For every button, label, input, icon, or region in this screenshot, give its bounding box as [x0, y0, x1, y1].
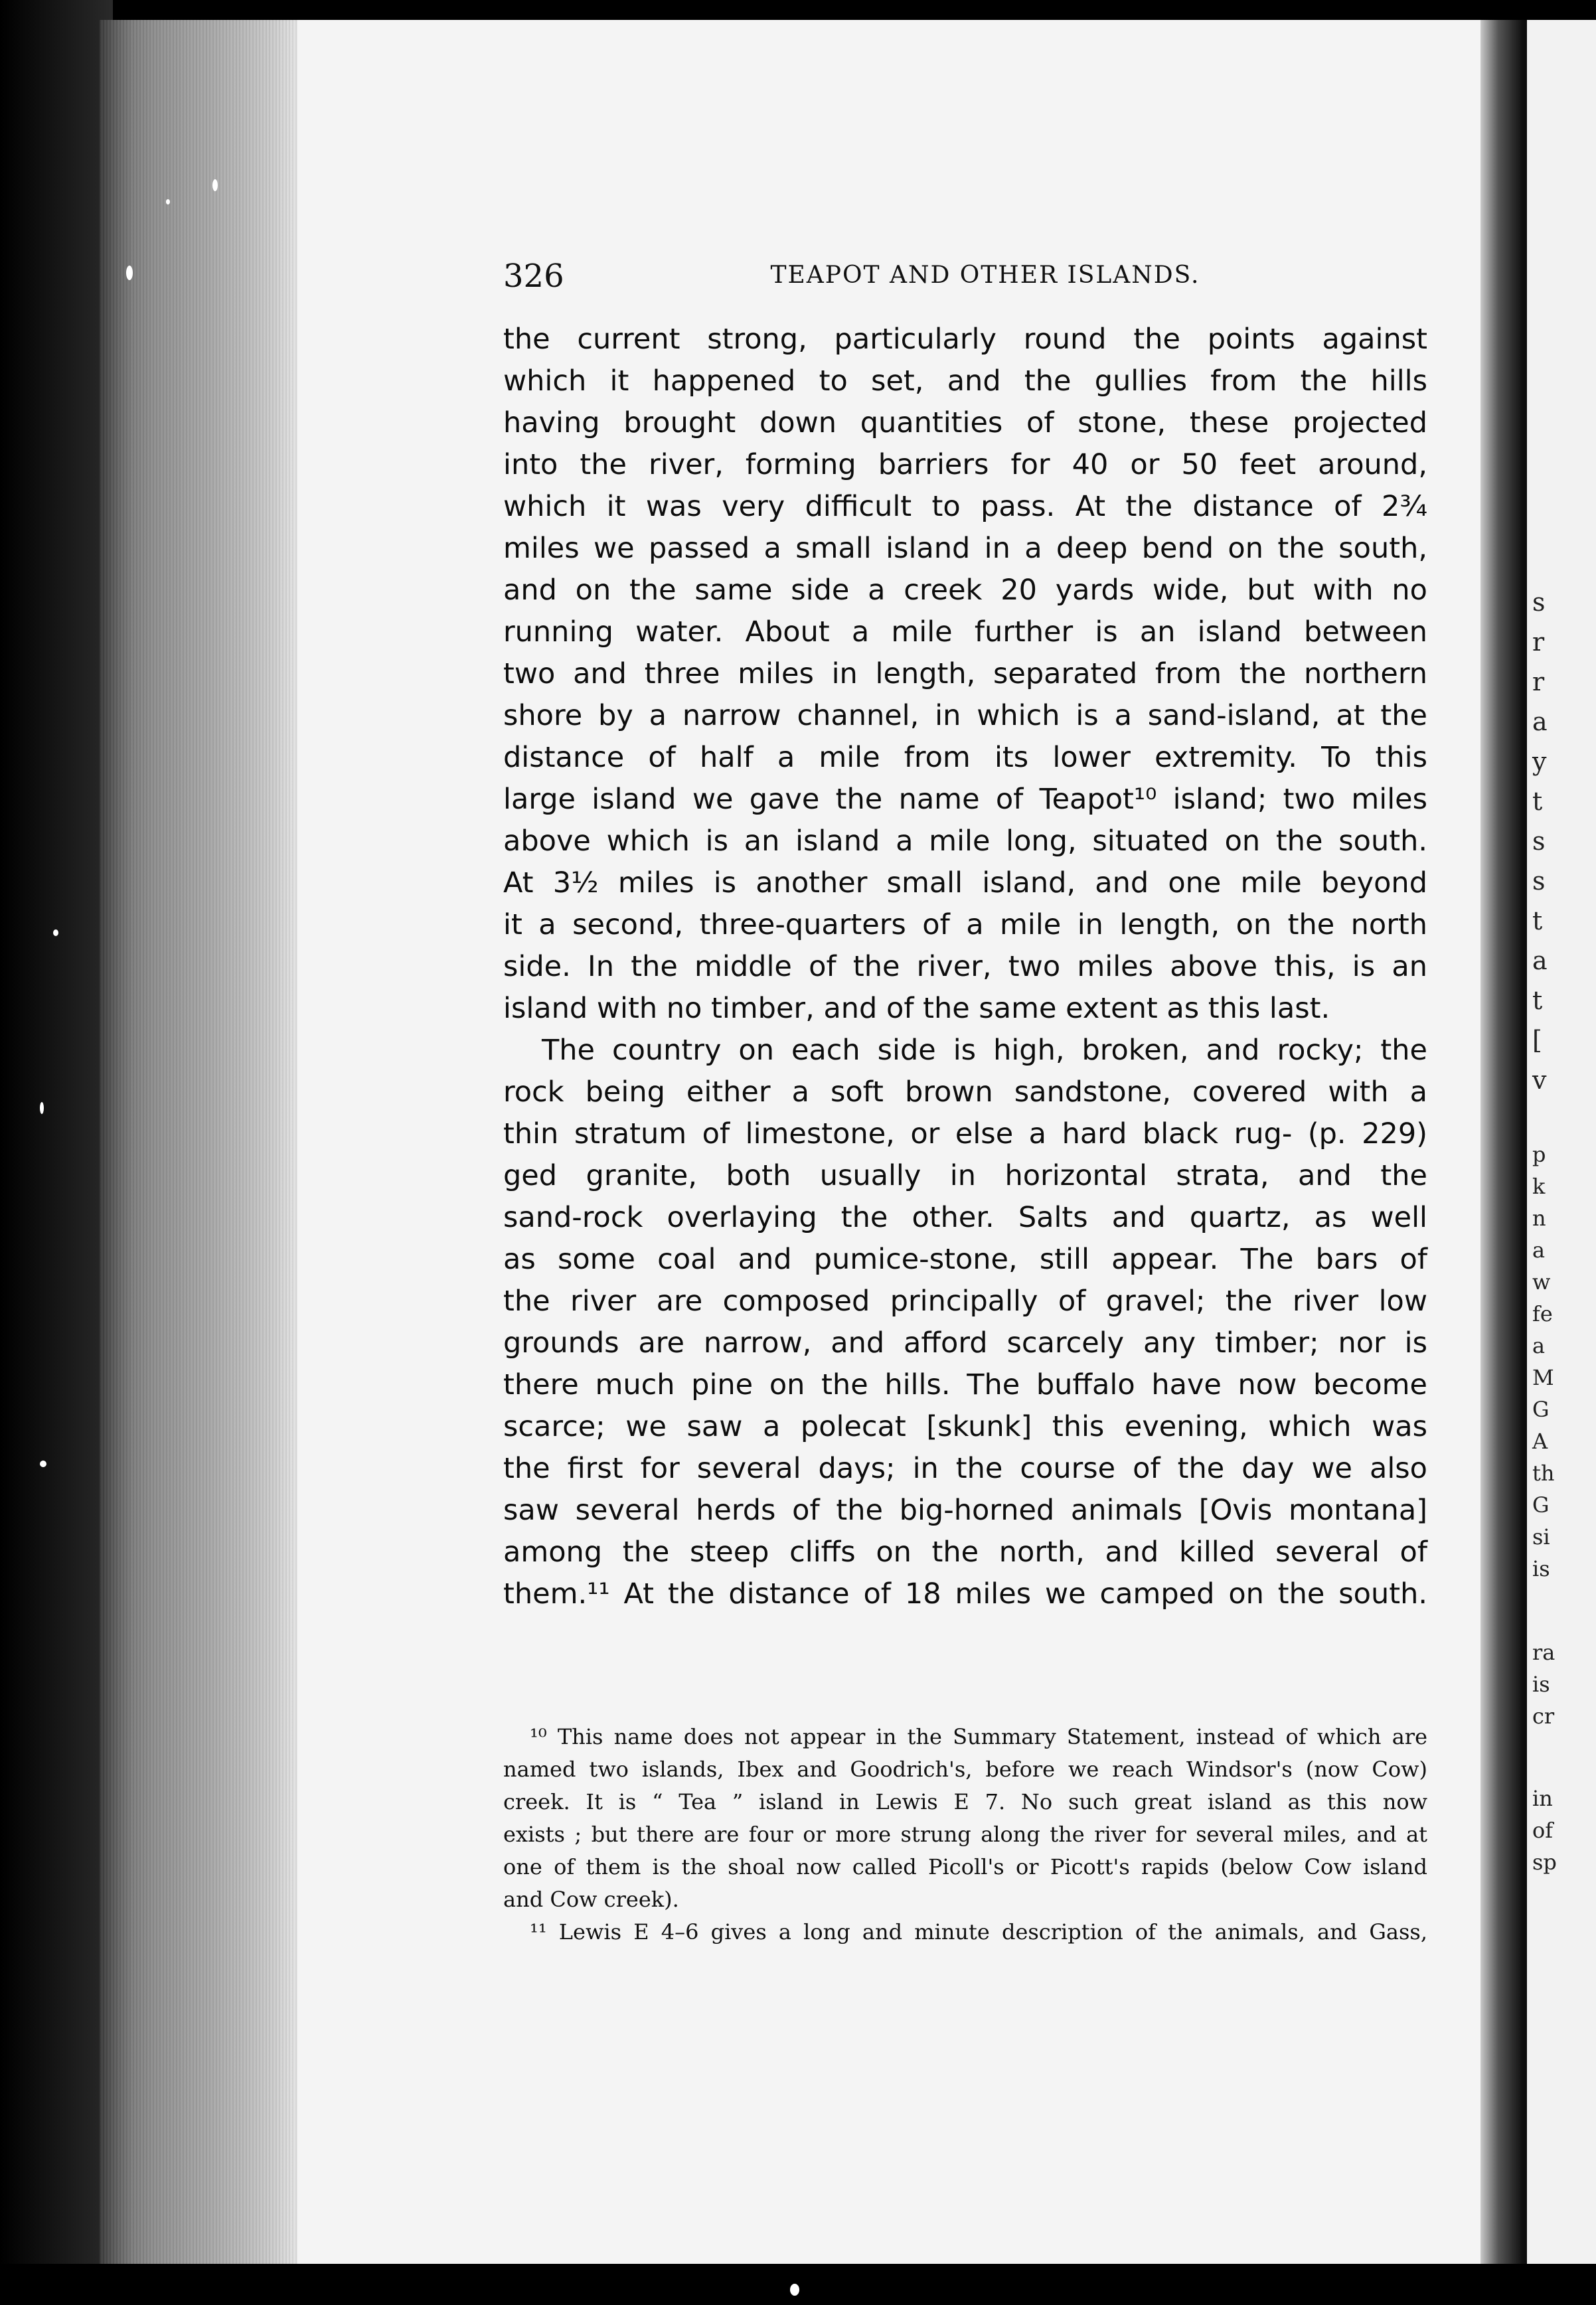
- footnote-line: one of them is the shoal now called Picoll's or Picott's rapids (below Cow island: [503, 1854, 1427, 1879]
- body-line: them.¹¹ At the distance of 18 miles we camped on the south.: [503, 1577, 1427, 1611]
- facing-page-fragment: a: [1532, 946, 1548, 975]
- facing-page-fragment: t: [1532, 986, 1543, 1015]
- facing-page-fragment: si: [1532, 1524, 1550, 1550]
- facing-page-fragment: G: [1532, 1492, 1550, 1518]
- body-line: above which is an island a mile long, situated on the south.: [503, 825, 1427, 858]
- facing-page-fragment: y: [1532, 747, 1547, 776]
- facing-page-fragment: r: [1532, 627, 1545, 657]
- facing-page-fragment: th: [1532, 1461, 1555, 1486]
- scan-dust-speck: [212, 179, 218, 191]
- body-line: saw several herds of the big-horned animals [Ovis montana]: [503, 1494, 1427, 1527]
- footnote-10-start: ¹⁰ This name does not appear in the Summary Statement, instead of which are: [530, 1724, 1427, 1749]
- scan-dust-speck: [40, 1461, 46, 1467]
- scan-dust-speck: [790, 2284, 799, 2296]
- body-line: it a second, three-quarters of a mile in length, on the north: [503, 908, 1427, 941]
- body-line: ged granite, both usually in horizontal strata, and the: [503, 1159, 1427, 1192]
- body-line: shore by a narrow channel, in which is a sand-island, at the: [503, 699, 1427, 732]
- facing-page-fragment: t: [1532, 906, 1543, 935]
- body-line: side. In the middle of the river, two miles above this, is an: [503, 950, 1427, 983]
- footnote-11-start: ¹¹ Lewis E 4–6 gives a long and minute description of the animals, and Gass,: [530, 1919, 1427, 1945]
- facing-page-fragment: A: [1532, 1429, 1548, 1454]
- body-line: running water. About a mile further is an island between: [503, 615, 1427, 649]
- body-line: the first for several days; in the course of the day we also: [503, 1452, 1427, 1485]
- body-line: miles we passed a small island in a deep bend on the south,: [503, 532, 1427, 565]
- body-line: the current strong, particularly round the points against: [503, 323, 1427, 356]
- scan-dust-speck: [53, 929, 58, 936]
- scan-top-border: [0, 0, 1596, 20]
- facing-page-fragment: v: [1532, 1066, 1547, 1095]
- facing-page-fragment: [: [1532, 1026, 1542, 1055]
- facing-page-fragment: G: [1532, 1397, 1550, 1422]
- facing-page-fragment: t: [1532, 787, 1543, 816]
- facing-page-fragment: a: [1532, 1333, 1546, 1358]
- body-line: and on the same side a creek 20 yards wide, but with no: [503, 574, 1427, 607]
- facing-page-fragment: a: [1532, 707, 1548, 736]
- facing-page-fragment: sp: [1532, 1850, 1557, 1875]
- facing-page-fragment: cr: [1532, 1704, 1555, 1729]
- page-number: 326: [503, 258, 564, 295]
- scan-left-margin: [0, 0, 113, 2305]
- facing-page-fragment: in: [1532, 1786, 1553, 1811]
- footnote-line: named two islands, Ibex and Goodrich's, before we reach Windsor's (now Cow): [503, 1757, 1427, 1782]
- body-line: island with no timber, and of the same extent as this last.: [503, 992, 1330, 1025]
- body-line: there much pine on the hills. The buffalo have now become: [503, 1368, 1427, 1401]
- facing-page-fragment: ra: [1532, 1640, 1556, 1665]
- body-line: rock being either a soft brown sandstone, covered with a: [503, 1075, 1427, 1109]
- scan-dust-speck: [166, 199, 170, 204]
- body-line: sand-rock overlaying the other. Salts and quartz, as well: [503, 1201, 1427, 1234]
- facing-page-fragment: is: [1532, 1672, 1550, 1697]
- body-line: two and three miles in length, separated from the northern: [503, 657, 1427, 690]
- facing-page-fragment: s: [1532, 866, 1546, 896]
- footnote-line: creek. It is “ Tea ” island in Lewis E 7. No such great island as this now: [503, 1789, 1427, 1814]
- body-line: distance of half a mile from its lower extremity. To this: [503, 741, 1427, 774]
- facing-page-fragment: of: [1532, 1818, 1554, 1843]
- body-line: which it was very difficult to pass. At the distance of 2¾: [503, 490, 1427, 523]
- facing-page-fragment: is: [1532, 1556, 1550, 1581]
- page-header: [503, 258, 1427, 297]
- book-page-edges: [100, 20, 305, 2264]
- body-line: into the river, forming barriers for 40 or 50 feet around,: [503, 448, 1427, 481]
- facing-page-fragment: a: [1532, 1237, 1546, 1263]
- scan-bottom-border: [0, 2264, 1596, 2305]
- body-line: having brought down quantities of stone, these projected: [503, 406, 1427, 439]
- facing-page-fragment: k: [1532, 1174, 1546, 1199]
- body-line: among the steep cliffs on the north, and killed several of: [503, 1536, 1427, 1569]
- body-line: which it happened to set, and the gullies from the hills: [503, 364, 1427, 398]
- facing-page-fragment: w: [1532, 1269, 1551, 1295]
- facing-page-fragment: s: [1532, 827, 1546, 856]
- running-head: TEAPOT AND OTHER ISLANDS.: [770, 262, 1200, 289]
- footnotes: [503, 1721, 1427, 1948]
- body-line: the river are composed principally of gravel; the river low: [503, 1285, 1427, 1318]
- facing-page-fragment: fe: [1532, 1301, 1553, 1326]
- facing-page-fragment: s: [1532, 588, 1546, 617]
- scan-dust-speck: [40, 1102, 44, 1114]
- facing-page-fragment: r: [1532, 667, 1545, 696]
- paragraph-start-line: The country on each side is high, broken, and rocky; the: [542, 1034, 1427, 1067]
- body-line: as some coal and pumice-stone, still appear. The bars of: [503, 1243, 1427, 1276]
- body-line: At 3½ miles is another small island, and one mile beyond: [503, 866, 1427, 900]
- facing-page-fragment: M: [1532, 1365, 1554, 1390]
- footnote-line: and Cow creek).: [503, 1887, 679, 1912]
- body-line: large island we gave the name of Teapot¹⁰ island; two miles: [503, 783, 1427, 816]
- facing-page-edge: [1527, 20, 1596, 2264]
- scan-dust-speck: [126, 266, 133, 280]
- facing-page-fragment: n: [1532, 1206, 1546, 1231]
- body-line: scarce; we saw a polecat [skunk] this evening, which was: [503, 1410, 1427, 1443]
- body-text: [503, 319, 1427, 1615]
- body-line: grounds are narrow, and afford scarcely any timber; nor is: [503, 1326, 1427, 1360]
- body-line: thin stratum of limestone, or else a hard black rug- (p. 229): [503, 1117, 1427, 1151]
- footnote-line: exists ; but there are four or more strung along the river for several miles, and at: [503, 1822, 1427, 1847]
- facing-page-fragment: p: [1532, 1142, 1546, 1167]
